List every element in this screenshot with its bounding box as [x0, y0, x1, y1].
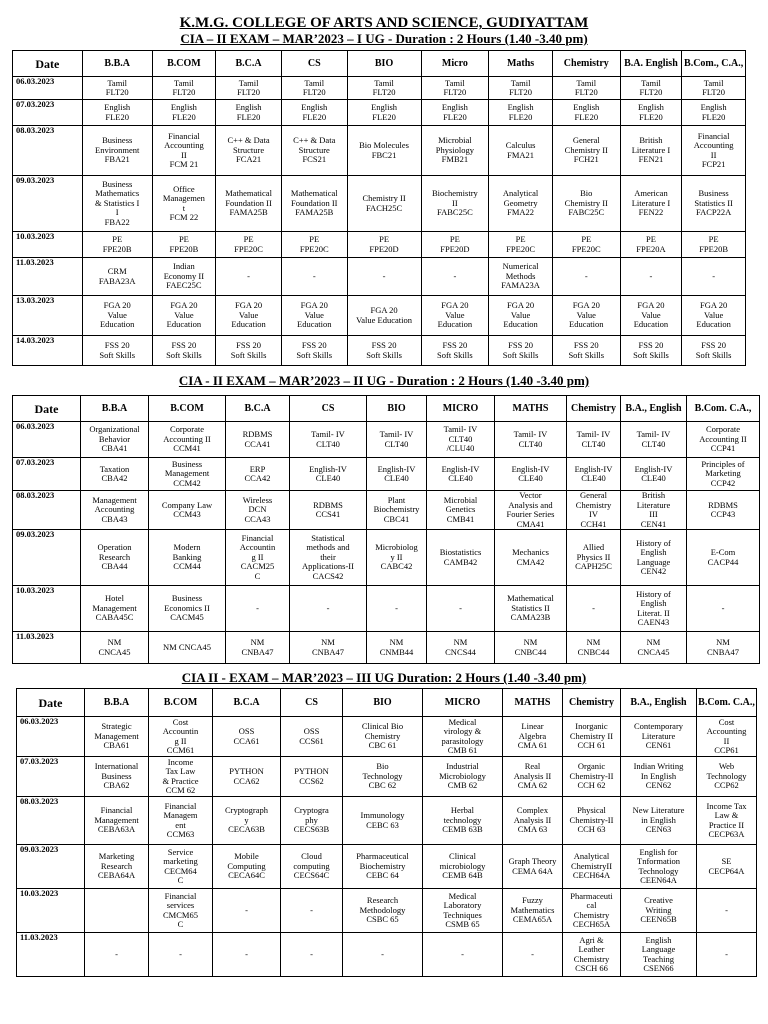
- date-cell: 06.03.2023: [17, 717, 85, 757]
- exam-cell: Company Law CCM43: [149, 491, 226, 530]
- section-title-text: CIA II - EXAM – MAR’2023 – III UG Duration: 2 Hours (1.40 -3.40 pm): [181, 670, 587, 685]
- date-column-header: Date: [13, 51, 83, 77]
- exam-cell: -: [552, 258, 620, 296]
- exam-cell: -: [367, 586, 427, 632]
- exam-cell: English-IV CLE40: [567, 458, 621, 491]
- exam-cell: C++ & Data Structure FCS21: [281, 126, 347, 176]
- exam-cell: Corporate Accounting II CCM41: [149, 422, 226, 458]
- exam-cell: Organizational Behavior CBA41: [81, 422, 149, 458]
- column-header: Chemistry: [567, 396, 621, 422]
- exam-cell: Tamil- IV CLT40: [367, 422, 427, 458]
- exam-cell: English Language Teaching CSEN66: [621, 933, 697, 977]
- exam-cell: -: [213, 933, 281, 977]
- column-header: B.Com., C.A.,: [682, 51, 746, 77]
- column-header: CS: [281, 51, 347, 77]
- exam-cell: Management Accounting CBA43: [81, 491, 149, 530]
- date-cell: 10.03.2023: [13, 586, 81, 632]
- exam-cell: PYTHON CCA62: [213, 757, 281, 797]
- exam-cell: Bio Technology CBC 62: [343, 757, 423, 797]
- header-row: [13, 396, 760, 422]
- exam-cell: Tamil FLT20: [152, 77, 216, 100]
- section-title-2: [0, 373, 768, 388]
- exam-cell: Business Mathematics & Statistics I I FBA22: [82, 176, 152, 232]
- table-row: [13, 126, 746, 176]
- exam-cell: Complex Analysis II CMA 63: [503, 797, 563, 845]
- exam-cell: -: [620, 258, 682, 296]
- exam-cell: English FLE20: [152, 100, 216, 126]
- exam-cell: History of English Literat. II CAEN43: [621, 586, 687, 632]
- exam-cell: General Chemistry II FCH21: [552, 126, 620, 176]
- column-header: Chemistry: [552, 51, 620, 77]
- exam-cell: Office Managemen t FCM 22: [152, 176, 216, 232]
- exam-cell: -: [226, 586, 290, 632]
- exam-cell: Industrial Microbiology CMB 62: [423, 757, 503, 797]
- exam-cell: PE FPE20C: [281, 232, 347, 258]
- exam-cell: SE CECP64A: [697, 845, 757, 889]
- exam-cell: NM CNBA47: [290, 632, 367, 664]
- exam-cell: Business Management CCM42: [149, 458, 226, 491]
- table-row: [17, 933, 757, 977]
- exam-cell: English FLE20: [421, 100, 489, 126]
- exam-cell: Income Tax Law & Practice II CECP63A: [697, 797, 757, 845]
- exam-cell: Financial Accountin g II CACM25 C: [226, 530, 290, 586]
- exam-cell: -: [682, 258, 746, 296]
- exam-cell: Graph Theory CEMA 64A: [503, 845, 563, 889]
- date-cell: 13.03.2023: [13, 296, 83, 336]
- exam-cell: Pharmaceutical Biochemistry CEBC 64: [343, 845, 423, 889]
- column-header: BIO: [347, 51, 421, 77]
- column-header: B.A. English: [620, 51, 682, 77]
- exam-cell: -: [687, 586, 760, 632]
- table-row: [13, 632, 760, 664]
- exam-cell: Tamil FLT20: [421, 77, 489, 100]
- exam-cell: New Literature in English CEN63: [621, 797, 697, 845]
- date-cell: 09.03.2023: [13, 176, 83, 232]
- table-row: [13, 586, 760, 632]
- column-header: Chemistry: [563, 689, 621, 717]
- exam-cell: Tamil FLT20: [281, 77, 347, 100]
- exam-cell: Financial Accounting II FCP21: [682, 126, 746, 176]
- timetable-1-ug: [12, 50, 746, 366]
- exam-cell: ERP CCA42: [226, 458, 290, 491]
- table-row: [17, 797, 757, 845]
- exam-cell: PE FPE20D: [421, 232, 489, 258]
- column-header: B.COM: [152, 51, 216, 77]
- exam-cell: NM CNBC44: [495, 632, 567, 664]
- exam-cell: Organic Chemistry-II CCH 62: [563, 757, 621, 797]
- exam-cell: English FLE20: [489, 100, 553, 126]
- exam-cell: NM CNBC44: [567, 632, 621, 664]
- table-row: [13, 530, 760, 586]
- exam-cell: Principles of Marketing CCP42: [687, 458, 760, 491]
- date-cell: 07.03.2023: [13, 100, 83, 126]
- exam-cell: Tamil- IV CLT40 /CLU40: [427, 422, 495, 458]
- exam-cell: Financial Managem ent CCM63: [149, 797, 213, 845]
- exam-cell: -: [347, 258, 421, 296]
- exam-cell: FGA 20 Value Education: [682, 296, 746, 336]
- exam-cell: PE FPE20C: [552, 232, 620, 258]
- exam-cell: Statistical methods and their Applications-II CACS42: [290, 530, 367, 586]
- exam-cell: Inorganic Chemistry II CCH 61: [563, 717, 621, 757]
- exam-cell: Operation Research CBA44: [81, 530, 149, 586]
- exam-cell: Bio Molecules FBC21: [347, 126, 421, 176]
- exam-cell: Modern Banking CCM44: [149, 530, 226, 586]
- exam-cell: PE FPE20A: [620, 232, 682, 258]
- timetable-2-ug: [12, 395, 760, 664]
- exam-cell: FGA 20 Value Education: [347, 296, 421, 336]
- exam-cell: Fuzzy Mathematics CEMA65A: [503, 889, 563, 933]
- exam-cell: Agri & Leather Chemistry CSCH 66: [563, 933, 621, 977]
- exam-cell: FSS 20 Soft Skills: [620, 336, 682, 366]
- exam-cell: Indian Writing In English CEN62: [621, 757, 697, 797]
- exam-cell: Mobile Computing CECA64C: [213, 845, 281, 889]
- exam-cell: Research Methodology CSBC 65: [343, 889, 423, 933]
- exam-cell: Tamil- IV CLT40: [495, 422, 567, 458]
- exam-cell: Strategic Management CBA61: [85, 717, 149, 757]
- exam-cell: -: [281, 889, 343, 933]
- exam-cell: Microbial Genetics CMB41: [427, 491, 495, 530]
- exam-cell: FGA 20 Value Education: [281, 296, 347, 336]
- exam-cell: Indian Economy II FAEC25C: [152, 258, 216, 296]
- exam-cell: Tamil- IV CLT40: [567, 422, 621, 458]
- column-header: B.C.A: [213, 689, 281, 717]
- exam-cell: Mechanics CMA42: [495, 530, 567, 586]
- date-cell: 11.03.2023: [17, 933, 85, 977]
- exam-cell: Microbial Physiology FMB21: [421, 126, 489, 176]
- date-cell: 10.03.2023: [13, 232, 83, 258]
- exam-cell: NM CNCS44: [427, 632, 495, 664]
- exam-cell: NM CNBA47: [226, 632, 290, 664]
- exam-cell: English FLE20: [216, 100, 282, 126]
- exam-cell: E-Com CACP44: [687, 530, 760, 586]
- exam-cell: FGA 20 Value Education: [552, 296, 620, 336]
- table-row: [13, 77, 746, 100]
- exam-cell: Pharmaceuti cal Chemistry CECH65A: [563, 889, 621, 933]
- section-title-text: CIA – II EXAM – MAR’2023 – I UG - Duration : 2 Hours (1.40 -3.40 pm): [180, 31, 588, 46]
- exam-cell: NM CNMB44: [367, 632, 427, 664]
- exam-cell: English FLE20: [620, 100, 682, 126]
- date-cell: 11.03.2023: [13, 258, 83, 296]
- exam-cell: FSS 20 Soft Skills: [216, 336, 282, 366]
- exam-cell: English FLE20: [682, 100, 746, 126]
- exam-cell: Financial Accounting II FCM 21: [152, 126, 216, 176]
- exam-cell: Medical Laboratory Techniques CSMB 65: [423, 889, 503, 933]
- date-cell: 08.03.2023: [13, 126, 83, 176]
- exam-cell: Business Statistics II FACP22A: [682, 176, 746, 232]
- exam-cell: FGA 20 Value Education: [421, 296, 489, 336]
- exam-cell: English FLE20: [82, 100, 152, 126]
- table-row: [17, 757, 757, 797]
- exam-cell: English for Tnformation Technology CEEN64A: [621, 845, 697, 889]
- section-title-text: CIA - II EXAM – MAR’2023 – II UG - Duration : 2 Hours (1.40 -3.40 pm): [178, 373, 590, 388]
- table-row: [13, 258, 746, 296]
- exam-cell: Herbal technology CEMB 63B: [423, 797, 503, 845]
- exam-cell: Business Environment FBA21: [82, 126, 152, 176]
- exam-cell: NM CNCA45: [81, 632, 149, 664]
- date-column-header: Date: [17, 689, 85, 717]
- exam-cell: Analytical ChemistryII CECH64A: [563, 845, 621, 889]
- exam-cell: Bio Chemistry II FABC25C: [552, 176, 620, 232]
- exam-cell: PE FPE20B: [82, 232, 152, 258]
- date-cell: 09.03.2023: [13, 530, 81, 586]
- date-cell: 11.03.2023: [13, 632, 81, 664]
- exam-cell: CRM FABA23A: [82, 258, 152, 296]
- date-cell: 06.03.2023: [13, 77, 83, 100]
- exam-cell: Tamil FLT20: [489, 77, 553, 100]
- column-header: B.A., English: [621, 396, 687, 422]
- exam-cell: -: [216, 258, 282, 296]
- date-cell: 10.03.2023: [17, 889, 85, 933]
- table-row: [13, 491, 760, 530]
- column-header: MICRO: [427, 396, 495, 422]
- table-row: [13, 100, 746, 126]
- column-header: B.C.A: [226, 396, 290, 422]
- column-header: BIO: [343, 689, 423, 717]
- exam-cell: Taxation CBA42: [81, 458, 149, 491]
- exam-cell: Tamil FLT20: [552, 77, 620, 100]
- column-header: BIO: [367, 396, 427, 422]
- column-header: CS: [290, 396, 367, 422]
- exam-cell: Physical Chemistry-II CCH 63: [563, 797, 621, 845]
- exam-cell: British Literature I FEN21: [620, 126, 682, 176]
- exam-cell: OSS CCS61: [281, 717, 343, 757]
- exam-cell: PE FPE20B: [152, 232, 216, 258]
- exam-cell: Tamil FLT20: [347, 77, 421, 100]
- exam-cell: Mathematical Foundation II FAMA25B: [281, 176, 347, 232]
- exam-cell: Medical virology & parasitology CMB 61: [423, 717, 503, 757]
- exam-cell: English-IV CLE40: [495, 458, 567, 491]
- column-header: B.COM: [149, 396, 226, 422]
- date-cell: 06.03.2023: [13, 422, 81, 458]
- exam-cell: Business Economics II CACM45: [149, 586, 226, 632]
- exam-cell: Biostatistics CAMB42: [427, 530, 495, 586]
- exam-cell: FSS 20 Soft Skills: [347, 336, 421, 366]
- exam-cell: -: [503, 933, 563, 977]
- exam-cell: Plant Biochemistry CBC41: [367, 491, 427, 530]
- exam-cell: FGA 20 Value Education: [152, 296, 216, 336]
- exam-cell: Cryptograph y CECA63B: [213, 797, 281, 845]
- column-header: Maths: [489, 51, 553, 77]
- column-header: Micro: [421, 51, 489, 77]
- exam-cell: -: [423, 933, 503, 977]
- exam-cell: -: [149, 933, 213, 977]
- exam-cell: Wireless DCN CCA43: [226, 491, 290, 530]
- exam-cell: English-IV CLE40: [290, 458, 367, 491]
- exam-cell: -: [85, 933, 149, 977]
- column-header: B.C.A: [216, 51, 282, 77]
- exam-cell: FSS 20 Soft Skills: [82, 336, 152, 366]
- column-header: MICRO: [423, 689, 503, 717]
- exam-cell: Microbiolog y II CABC42: [367, 530, 427, 586]
- date-cell: 09.03.2023: [17, 845, 85, 889]
- exam-cell: Calculus FMA21: [489, 126, 553, 176]
- exam-cell: Cryptogra phy CECS63B: [281, 797, 343, 845]
- column-header: B.COM: [149, 689, 213, 717]
- exam-cell: -: [213, 889, 281, 933]
- exam-cell: Web Technology CCP62: [697, 757, 757, 797]
- date-cell: 07.03.2023: [13, 458, 81, 491]
- exam-cell: Real Analysis II CMA 62: [503, 757, 563, 797]
- exam-cell: Creative Writing CEEN65B: [621, 889, 697, 933]
- column-header: CS: [281, 689, 343, 717]
- column-header: MATHS: [503, 689, 563, 717]
- exam-cell: -: [697, 933, 757, 977]
- exam-cell: Allied Physics II CAPH25C: [567, 530, 621, 586]
- column-header: B.Com. C.A.,: [687, 396, 760, 422]
- date-cell: 07.03.2023: [17, 757, 85, 797]
- exam-cell: -: [697, 889, 757, 933]
- column-header: B.B.A: [82, 51, 152, 77]
- exam-cell: PYTHON CCS62: [281, 757, 343, 797]
- exam-cell: English FLE20: [281, 100, 347, 126]
- exam-cell: English-IV CLE40: [427, 458, 495, 491]
- exam-cell: -: [427, 586, 495, 632]
- exam-cell: OSS CCA61: [213, 717, 281, 757]
- header-row: [17, 689, 757, 717]
- exam-cell: NM CNBA47: [687, 632, 760, 664]
- exam-cell: Cloud computing CECS64C: [281, 845, 343, 889]
- exam-cell: Corporate Accounting II CCP41: [687, 422, 760, 458]
- header-row: [13, 51, 746, 77]
- exam-cell: Mathematical Foundation II FAMA25B: [216, 176, 282, 232]
- column-header: B.B.A: [85, 689, 149, 717]
- exam-cell: RDBMS CCP43: [687, 491, 760, 530]
- table-row: [13, 232, 746, 258]
- exam-cell: PE FPE20C: [216, 232, 282, 258]
- date-cell: 08.03.2023: [17, 797, 85, 845]
- timetable-3-ug: [16, 688, 757, 977]
- exam-cell: Immunology CEBC 63: [343, 797, 423, 845]
- exam-cell: Contemporary Literature CEN61: [621, 717, 697, 757]
- table-row: [17, 889, 757, 933]
- exam-cell: FGA 20 Value Education: [82, 296, 152, 336]
- college-title: K.M.G. COLLEGE OF ARTS AND SCIENCE, GUDIYATTAM: [179, 15, 589, 31]
- exam-cell: FGA 20 Value Education: [489, 296, 553, 336]
- exam-cell: Income Tax Law & Practice CCM 62: [149, 757, 213, 797]
- exam-cell: British Literature III CEN41: [621, 491, 687, 530]
- table-row: [13, 422, 760, 458]
- exam-cell: English-IV CLE40: [367, 458, 427, 491]
- column-header: B.Com. C.A.,: [697, 689, 757, 717]
- exam-cell: FSS 20 Soft Skills: [421, 336, 489, 366]
- section-title-3: [0, 670, 768, 685]
- exam-cell: Chemistry II FACH25C: [347, 176, 421, 232]
- exam-cell: Tamil FLT20: [216, 77, 282, 100]
- exam-cell: English FLE20: [347, 100, 421, 126]
- exam-cell: -: [290, 586, 367, 632]
- column-header: MATHS: [495, 396, 567, 422]
- exam-cell: Clinical microbiology CEMB 64B: [423, 845, 503, 889]
- exam-cell: American Literature I FEN22: [620, 176, 682, 232]
- exam-cell: Financial Management CEBA63A: [85, 797, 149, 845]
- exam-cell: Marketing Research CEBA64A: [85, 845, 149, 889]
- exam-cell: Biochemistry II FABC25C: [421, 176, 489, 232]
- date-column-header: Date: [13, 396, 81, 422]
- exam-cell: Cost Accounting II CCP61: [697, 717, 757, 757]
- exam-cell: Financial services CMCM65 C: [149, 889, 213, 933]
- exam-cell: English FLE20: [552, 100, 620, 126]
- exam-cell: RDBMS CCS41: [290, 491, 367, 530]
- exam-cell: General Chemistry IV CCH41: [567, 491, 621, 530]
- exam-cell: Clinical Bio Chemistry CBC 61: [343, 717, 423, 757]
- exam-cell: FSS 20 Soft Skills: [489, 336, 553, 366]
- exam-cell: NM CNCA45: [621, 632, 687, 664]
- exam-cell: Mathematical Statistics II CAMA23B: [495, 586, 567, 632]
- exam-cell: Vector Analysis and Fourier Series CMA41: [495, 491, 567, 530]
- exam-cell: -: [281, 933, 343, 977]
- exam-cell: English-IV CLE40: [621, 458, 687, 491]
- exam-cell: NM CNCA45: [149, 632, 226, 664]
- exam-cell: -: [281, 258, 347, 296]
- exam-cell: Tamil- IV CLT40: [621, 422, 687, 458]
- exam-cell: Service marketing CECM64 C: [149, 845, 213, 889]
- exam-cell: Tamil FLT20: [82, 77, 152, 100]
- table-row: [13, 458, 760, 491]
- exam-cell: FGA 20 Value Education: [216, 296, 282, 336]
- exam-cell: FGA 20 Value Education: [620, 296, 682, 336]
- exam-cell: Tamil FLT20: [682, 77, 746, 100]
- table-row: [13, 296, 746, 336]
- exam-cell: [85, 889, 149, 933]
- exam-cell: FSS 20 Soft Skills: [281, 336, 347, 366]
- exam-cell: -: [421, 258, 489, 296]
- exam-cell: C++ & Data Structure FCA21: [216, 126, 282, 176]
- exam-cell: PE FPE20C: [489, 232, 553, 258]
- exam-cell: FSS 20 Soft Skills: [552, 336, 620, 366]
- column-header: B.B.A: [81, 396, 149, 422]
- date-cell: 08.03.2023: [13, 491, 81, 530]
- exam-cell: Hotel Management CABA45C: [81, 586, 149, 632]
- table-row: [13, 336, 746, 366]
- table-row: [17, 717, 757, 757]
- exam-cell: PE FPE20B: [682, 232, 746, 258]
- exam-cell: Linear Algebra CMA 61: [503, 717, 563, 757]
- exam-cell: FSS 20 Soft Skills: [682, 336, 746, 366]
- exam-cell: -: [343, 933, 423, 977]
- exam-cell: History of English Language CEN42: [621, 530, 687, 586]
- exam-cell: Numerical Methods FAMA23A: [489, 258, 553, 296]
- date-cell: 14.03.2023: [13, 336, 83, 366]
- exam-cell: Tamil- IV CLT40: [290, 422, 367, 458]
- section-title-1: [0, 31, 768, 46]
- exam-cell: RDBMS CCA41: [226, 422, 290, 458]
- exam-cell: Tamil FLT20: [620, 77, 682, 100]
- exam-cell: International Business CBA62: [85, 757, 149, 797]
- exam-cell: Cost Accountin g II CCM61: [149, 717, 213, 757]
- exam-cell: FSS 20 Soft Skills: [152, 336, 216, 366]
- exam-cell: -: [567, 586, 621, 632]
- exam-cell: Analytical Geometry FMA22: [489, 176, 553, 232]
- exam-cell: PE FPE20D: [347, 232, 421, 258]
- table-row: [17, 845, 757, 889]
- table-row: [13, 176, 746, 232]
- column-header: B.A., English: [621, 689, 697, 717]
